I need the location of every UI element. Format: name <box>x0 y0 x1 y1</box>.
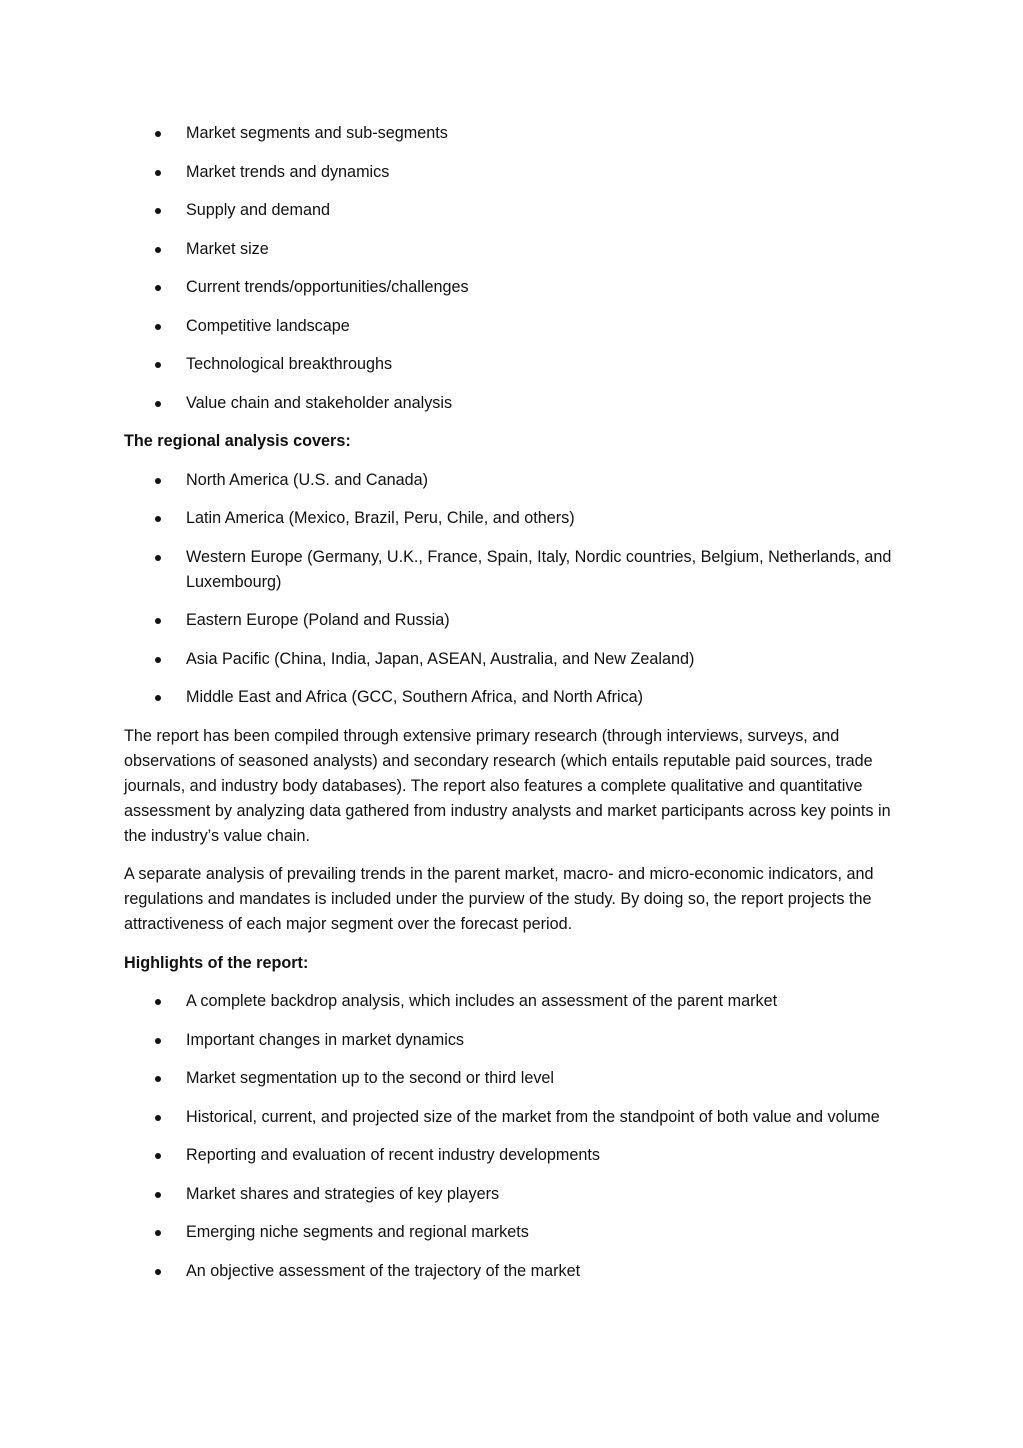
list-item <box>124 545 914 595</box>
bullet-icon <box>155 1076 161 1082</box>
list-item <box>124 685 914 710</box>
bullet-icon <box>155 516 161 522</box>
list-item-text: Important changes in market dynamics <box>186 1030 465 1049</box>
bullet-icon <box>155 401 161 407</box>
bullet-icon <box>155 208 161 214</box>
bullet-icon <box>155 247 161 253</box>
list-item-text: Market shares and strategies of key players <box>186 1184 500 1203</box>
bullet-icon <box>155 657 161 663</box>
list-item <box>124 1182 914 1207</box>
bullet-icon <box>155 362 161 368</box>
list-item <box>124 1259 914 1284</box>
bullet-icon <box>155 555 161 561</box>
report-components-list <box>124 121 914 416</box>
list-item-text: North America (U.S. and Canada) <box>186 470 429 489</box>
list-item-text: Market trends and dynamics <box>186 162 390 181</box>
list-item-text: Middle East and Africa (GCC, Southern Africa, and North Africa) <box>186 688 644 706</box>
list-item-text: Value chain and stakeholder analysis <box>186 393 453 412</box>
bullet-icon <box>155 170 161 176</box>
list-item <box>124 391 914 416</box>
bullet-icon <box>155 1038 161 1044</box>
bullet-icon <box>155 1230 161 1236</box>
list-item <box>124 1220 914 1245</box>
list-item-text: Market segments and sub-segments <box>186 124 448 142</box>
list-item-text: Competitive landscape <box>186 316 350 335</box>
bullet-icon <box>155 131 161 137</box>
list-item-text: Supply and demand <box>186 201 330 219</box>
list-item-text: A complete backdrop analysis, which includes an assessment of the parent market <box>186 992 778 1010</box>
list-item <box>124 237 914 262</box>
list-item-text: Latin America (Mexico, Brazil, Peru, Chile, and others) <box>186 509 575 527</box>
bullet-icon <box>155 1115 161 1121</box>
bullet-icon <box>155 285 161 291</box>
methodology-paragraph: The report has been compiled through extensive primary research (through interviews, surveys, and observations of seasoned analysts) and secondary research (which entails reputable paid sources, trade journals, and industry body databases). The report also features a complete qualitative and quantitative assessment by analyzing data gathered from industry analysts and market participants across key points in the industry’s value chain. <box>124 726 891 845</box>
list-item <box>124 275 914 300</box>
list-item <box>124 468 914 493</box>
list-item <box>124 314 914 339</box>
list-item <box>124 647 914 672</box>
list-item <box>124 506 914 531</box>
list-item-text: Historical, current, and projected size of the market from the standpoint of both value and volume <box>186 1107 880 1126</box>
list-item-text: Technological breakthroughs <box>186 355 393 373</box>
list-item <box>124 1066 914 1091</box>
bullet-icon <box>155 695 161 701</box>
list-item <box>124 1028 914 1053</box>
list-item <box>124 160 914 185</box>
list-item <box>124 352 914 377</box>
bullet-icon <box>155 478 161 484</box>
list-item <box>124 1105 914 1130</box>
regional-heading: The regional analysis covers: <box>124 432 351 450</box>
list-item <box>124 198 914 223</box>
list-item <box>124 1143 914 1168</box>
list-item-text: Eastern Europe (Poland and Russia) <box>186 611 450 629</box>
highlights-heading: Highlights of the report: <box>124 953 309 972</box>
list-item <box>124 989 914 1014</box>
list-item-text: Reporting and evaluation of recent industry developments <box>186 1146 600 1164</box>
document-body <box>124 121 914 1297</box>
list-item-text: An objective assessment of the trajectory of the market <box>186 1261 581 1280</box>
list-item-text: Emerging niche segments and regional markets <box>186 1223 529 1241</box>
list-item-text: Market size <box>186 239 269 258</box>
list-item <box>124 121 914 146</box>
bullet-icon <box>155 999 161 1005</box>
bullet-icon <box>155 1153 161 1159</box>
bullet-icon <box>155 1192 161 1198</box>
bullet-icon <box>155 324 161 330</box>
list-item-text: Current trends/opportunities/challenges <box>186 278 469 296</box>
regional-list <box>124 468 914 711</box>
highlights-list <box>124 989 914 1284</box>
list-item <box>124 608 914 633</box>
list-item-text: Western Europe (Germany, U.K., France, Spain, Italy, Nordic countries, Belgium, Netherlands, and Luxembourg) <box>186 547 892 591</box>
list-item-text: Asia Pacific (China, India, Japan, ASEAN, Australia, and New Zealand) <box>186 649 695 668</box>
bullet-icon <box>155 1269 161 1275</box>
trends-paragraph: A separate analysis of prevailing trends in the parent market, macro- and micro-economic indicators, and regulations and mandates is included under the purview of the study. By doing so, the report projects the attractiveness of each major segment over the forecast period. <box>124 865 874 933</box>
list-item-text: Market segmentation up to the second or third level <box>186 1069 555 1087</box>
bullet-icon <box>155 618 161 624</box>
